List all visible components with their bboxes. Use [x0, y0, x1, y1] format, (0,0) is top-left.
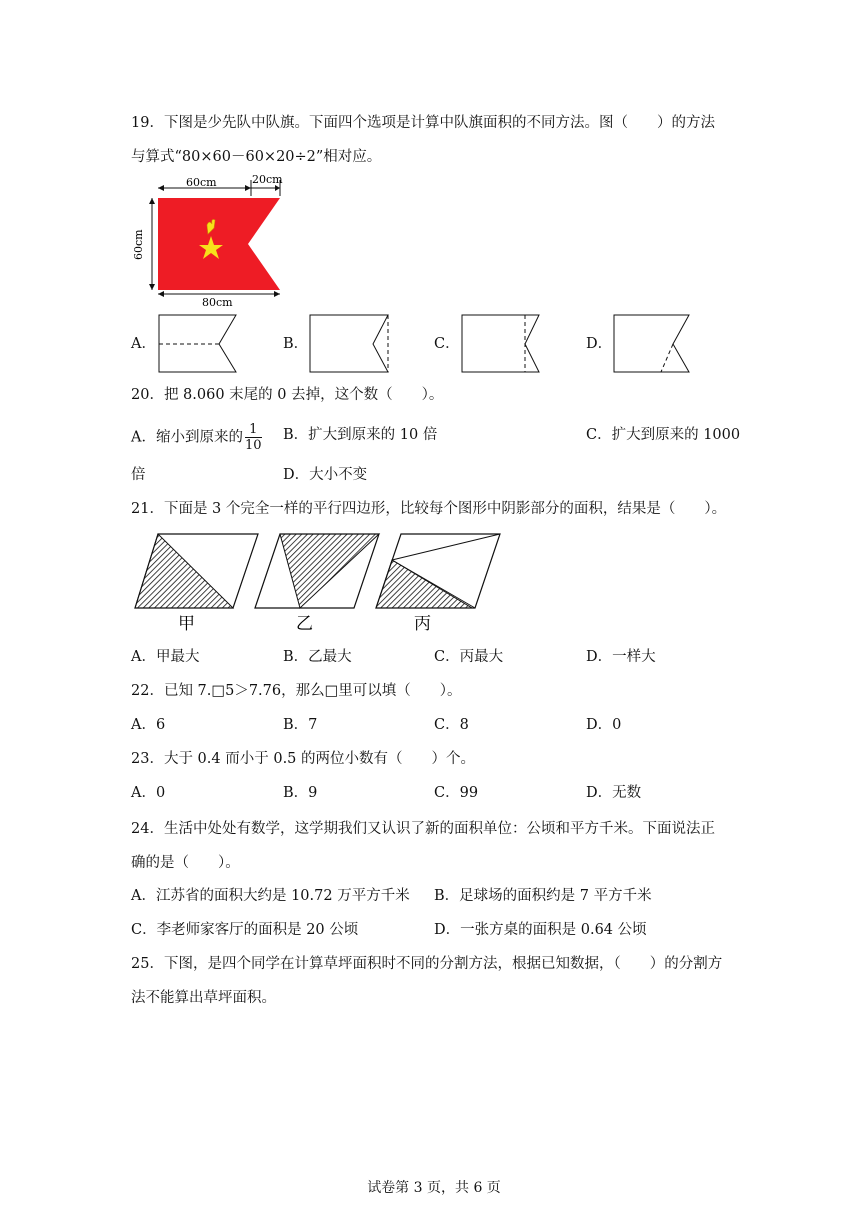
q21-option-a: A．甲最大 — [131, 649, 200, 665]
q19-option-b-figure — [309, 314, 391, 374]
q20-option-c-continued: 倍 — [131, 467, 146, 483]
parallelogram-label-bing: 丙 — [414, 614, 431, 634]
q22-stem: 22．已知 7.□5＞7.76，那么□里可以填（ ）。 — [131, 683, 462, 699]
q21-stem: 21．下面是 3 个完全一样的平行四边形，比较每个图形中阴影部分的面积，结果是（ ）。 — [131, 501, 727, 517]
q19-option-d-label: D． — [586, 336, 613, 352]
q22-option-b: B．7 — [283, 717, 318, 733]
q22-option-c: C．8 — [434, 717, 469, 733]
q21-option-b: B．乙最大 — [283, 649, 352, 665]
q22-option-d: D．0 — [586, 717, 622, 733]
q23-option-b: B．9 — [283, 785, 318, 801]
q19-stem-line2: 与算式“80×60－60×20÷2”相对应。 — [131, 149, 382, 165]
q20-option-b: B．扩大到原来的 10 倍 — [283, 427, 438, 443]
q19-option-b-label: B． — [283, 336, 309, 352]
q20-option-a-fraction — [245, 422, 262, 453]
q19-option-d-figure — [613, 314, 695, 374]
parallelogram-label-jia: 甲 — [178, 614, 195, 634]
q19-stem-line1: 19．下图是少先队中队旗。下面四个选项是计算中队旗面积的不同方法。图（ ）的方法 — [131, 115, 715, 131]
q19-option-c-figure — [461, 314, 543, 374]
q19-option-c-label: C． — [434, 336, 460, 352]
q25-stem-line1: 25．下图，是四个同学在计算草坪面积时不同的分割方法，根据已知数据，（ ）的分割方 — [131, 956, 723, 972]
q25-stem-line2: 法不能算出草坪面积。 — [131, 990, 276, 1006]
q24-option-b: B．足球场的面积约是 7 平方千米 — [434, 888, 652, 904]
q21-parallelograms-figure — [130, 530, 510, 640]
q19-option-a-label: A． — [131, 336, 156, 352]
q24-stem-line1: 24．生活中处处有数学，这学期我们又认识了新的面积单位：公顷和平方千米。下面说法正 — [131, 821, 715, 837]
q20-fraction-numerator: 1 — [245, 422, 262, 438]
q21-option-c: C．丙最大 — [434, 649, 504, 665]
q20-stem: 20．把 8.060 末尾的 0 去掉，这个数（ ）。 — [131, 387, 444, 403]
q20-option-d: D．大小不变 — [283, 467, 368, 483]
parallelogram-jia-shaded — [135, 534, 233, 608]
flag-top-right-label: 20cm — [252, 173, 283, 186]
q20-fraction-denominator: 10 — [244, 438, 262, 453]
q24-option-c: C．李老师家客厅的面积是 20 公顷 — [131, 922, 359, 938]
q20-option-a — [131, 422, 264, 453]
flag-top-left-label: 60cm — [186, 176, 217, 189]
flag-side-label: 60cm — [132, 229, 145, 260]
q24-option-a: A．江苏省的面积大约是 10.72 万平方千米 — [131, 888, 410, 904]
q21-option-d: D．一样大 — [586, 649, 656, 665]
parallelogram-yi-shaded — [280, 534, 379, 608]
page-footer: 试卷第 3 页，共 6 页 — [367, 1180, 501, 1196]
q19-option-a-figure — [158, 314, 240, 374]
q22-option-a: A．6 — [131, 717, 166, 733]
parallelogram-label-yi: 乙 — [296, 614, 313, 634]
flag-body — [158, 198, 280, 290]
q20-option-c: C．扩大到原来的 1000 — [586, 427, 741, 443]
squadron-flag-figure — [128, 172, 288, 307]
q23-option-a: A．0 — [131, 785, 166, 801]
q24-stem-line2: 确的是（ ）。 — [131, 855, 240, 871]
q23-stem: 23．大于 0.4 而小于 0.5 的两位小数有（ ）个。 — [131, 751, 476, 767]
q23-option-d: D．无数 — [586, 785, 642, 801]
q24-option-d: D．一张方桌的面积是 0.64 公顷 — [434, 922, 647, 938]
flag-bottom-label: 80cm — [202, 296, 233, 309]
q23-option-c: C．99 — [434, 785, 479, 801]
q20-option-a-text: A．缩小到原来的 — [131, 429, 243, 446]
